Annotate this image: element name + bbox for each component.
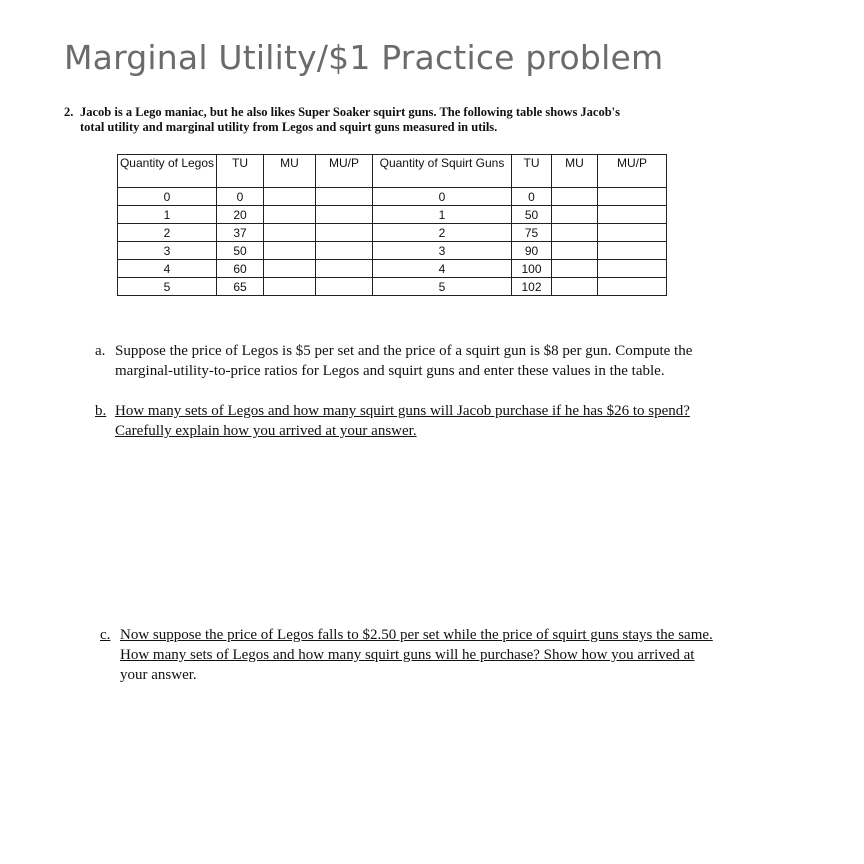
table-cell: 50: [217, 242, 264, 260]
table-cell: 1: [118, 206, 217, 224]
table-cell: 37: [217, 224, 264, 242]
table-cell: 100: [512, 260, 552, 278]
table-cell[interactable]: [316, 242, 373, 260]
question-a-label: a.: [95, 343, 106, 359]
table-cell: 60: [217, 260, 264, 278]
table-header-row: [118, 155, 667, 188]
table-cell: 1: [373, 206, 512, 224]
table-cell[interactable]: [264, 278, 316, 296]
problem-intro-line2: total utility and marginal utility from Legos and squirt guns measured in utils.: [80, 120, 498, 134]
problem-intro: [64, 105, 704, 135]
table-cell: 5: [373, 278, 512, 296]
table-row: [118, 224, 667, 242]
table-cell: 90: [512, 242, 552, 260]
question-b-line1: How many sets of Legos and how many squirt guns will Jacob purchase if he has $26 to spend?: [115, 403, 690, 419]
table-row: [118, 206, 667, 224]
question-b: [95, 401, 815, 441]
header-mu-legos: MU: [264, 155, 316, 188]
table-cell: 0: [217, 188, 264, 206]
table-cell: 65: [217, 278, 264, 296]
header-tu-legos: TU: [217, 155, 264, 188]
table-cell[interactable]: [264, 260, 316, 278]
table-cell[interactable]: [264, 206, 316, 224]
question-c: [100, 625, 820, 685]
table-cell[interactable]: [552, 278, 598, 296]
header-quantity-legos: Quantity of Legos: [118, 155, 217, 188]
problem-number: 2.: [64, 105, 74, 119]
table-cell[interactable]: [598, 260, 667, 278]
table-cell[interactable]: [316, 278, 373, 296]
table-cell: 3: [373, 242, 512, 260]
table-cell[interactable]: [264, 188, 316, 206]
question-a-line2: marginal-utility-to-price ratios for Legos and squirt guns and enter these values in the table.: [115, 363, 665, 379]
table-row: [118, 242, 667, 260]
table-cell[interactable]: [552, 188, 598, 206]
question-c-line3: your answer.: [120, 667, 197, 683]
table-row: [118, 260, 667, 278]
question-b-label: b.: [95, 403, 107, 419]
table-cell[interactable]: [552, 224, 598, 242]
table-cell[interactable]: [598, 278, 667, 296]
question-c-label: c.: [100, 627, 111, 643]
problem-intro-line1: Jacob is a Lego maniac, but he also likes Super Soaker squirt guns. The following table shows Jacob's: [80, 105, 621, 119]
table-cell: 50: [512, 206, 552, 224]
question-a-line1: Suppose the price of Legos is $5 per set and the price of a squirt gun is $8 per gun. Compute the: [115, 343, 693, 359]
table-cell: 20: [217, 206, 264, 224]
table-cell[interactable]: [598, 188, 667, 206]
table-cell: 4: [373, 260, 512, 278]
table-cell[interactable]: [552, 242, 598, 260]
table-cell[interactable]: [598, 242, 667, 260]
table-cell: 0: [512, 188, 552, 206]
table-cell: 75: [512, 224, 552, 242]
table-cell: 0: [373, 188, 512, 206]
table-cell[interactable]: [598, 224, 667, 242]
table-cell[interactable]: [598, 206, 667, 224]
table-cell: 2: [118, 224, 217, 242]
table-cell[interactable]: [264, 242, 316, 260]
table-cell: 5: [118, 278, 217, 296]
table-cell[interactable]: [316, 188, 373, 206]
header-quantity-squirt-guns: Quantity of Squirt Guns: [373, 155, 512, 188]
table-cell: 102: [512, 278, 552, 296]
question-c-line2: How many sets of Legos and how many squirt guns will he purchase? Show how you arrived at: [120, 647, 695, 663]
table-row: [118, 278, 667, 296]
question-a: [95, 341, 815, 381]
header-mup-legos: MU/P: [316, 155, 373, 188]
table-cell: 3: [118, 242, 217, 260]
header-tu-guns: TU: [512, 155, 552, 188]
table-cell[interactable]: [316, 260, 373, 278]
header-mup-guns: MU/P: [598, 155, 667, 188]
table-cell: 0: [118, 188, 217, 206]
table-row: [118, 188, 667, 206]
slide-title: Marginal Utility/$1 Practice problem: [64, 38, 664, 77]
table-cell: 4: [118, 260, 217, 278]
header-mu-guns: MU: [552, 155, 598, 188]
question-c-line1: Now suppose the price of Legos falls to $2.50 per set while the price of squirt guns stays the same.: [120, 627, 713, 643]
question-b-line2: Carefully explain how you arrived at your answer.: [115, 423, 417, 439]
utility-table: [117, 154, 667, 296]
table-cell[interactable]: [316, 206, 373, 224]
table-cell[interactable]: [264, 224, 316, 242]
table-cell[interactable]: [316, 224, 373, 242]
table-cell[interactable]: [552, 206, 598, 224]
table-cell: 2: [373, 224, 512, 242]
table-cell[interactable]: [552, 260, 598, 278]
